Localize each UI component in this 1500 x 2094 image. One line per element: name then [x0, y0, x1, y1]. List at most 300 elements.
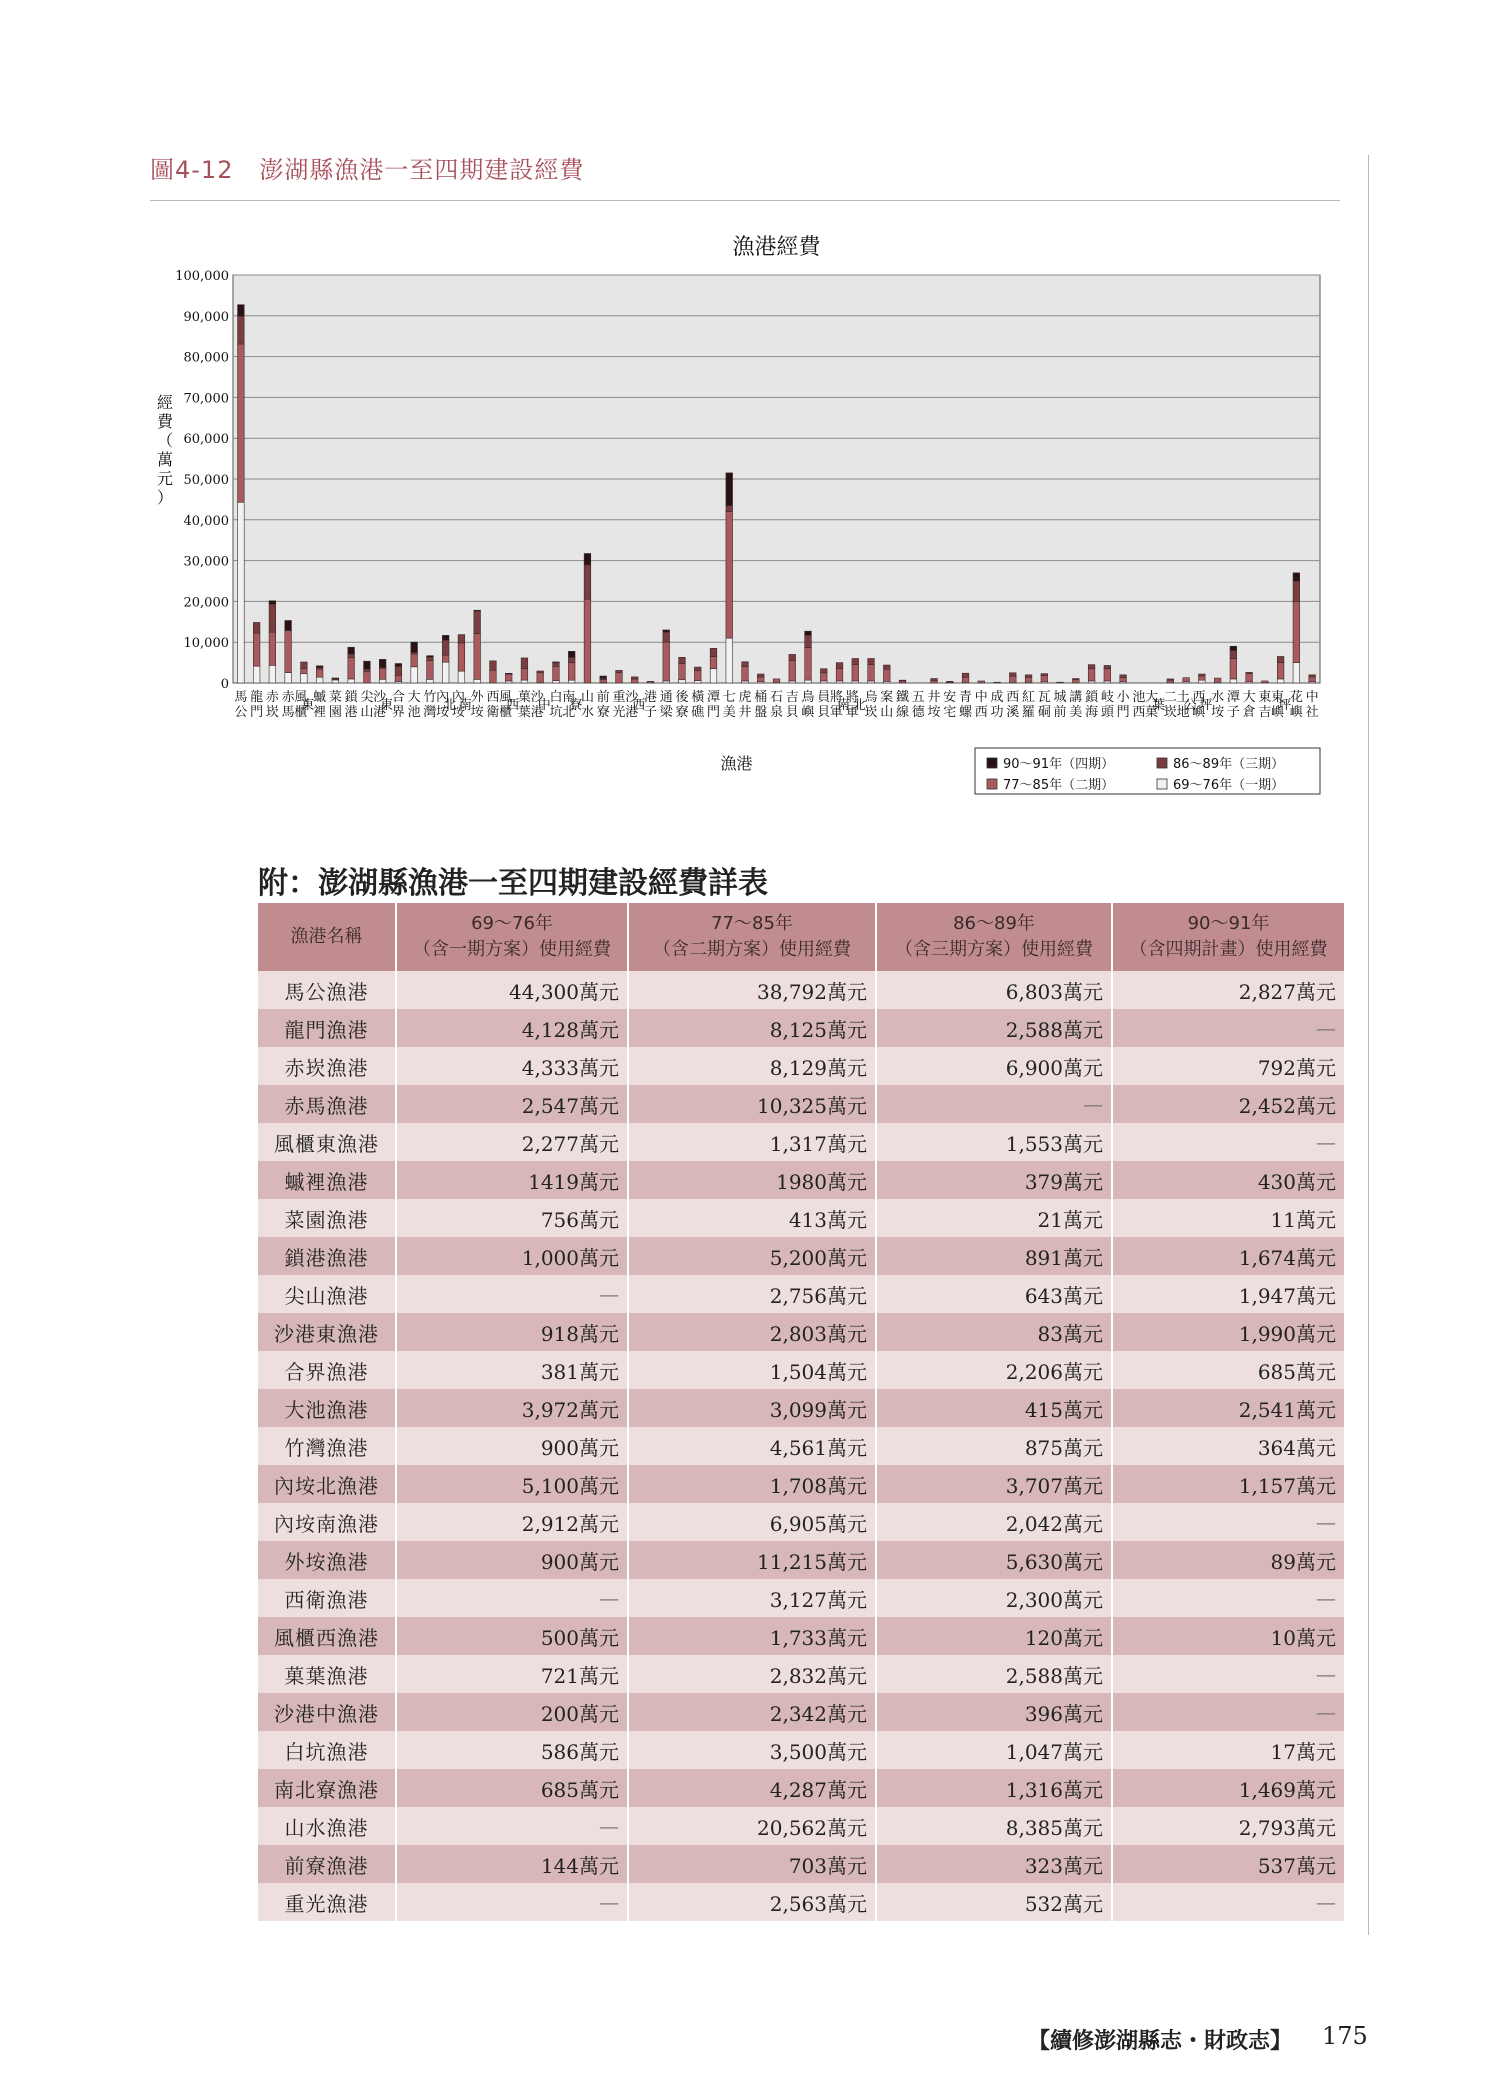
bar-segment-phase2: [899, 681, 906, 683]
port-name-cell: 西衛漁港: [258, 1579, 396, 1617]
bar-segment-phase2: [1167, 680, 1174, 682]
funding-cell: —: [396, 1807, 628, 1845]
table-title: 附：澎湖縣漁港一至四期建設經費詳表: [258, 866, 768, 901]
figure-title: [150, 150, 584, 185]
bar-segment-phase1: [1293, 663, 1300, 683]
funding-cell: —: [1112, 1579, 1344, 1617]
table-row: [258, 1845, 1344, 1883]
funding-cell: 900萬元: [396, 1541, 628, 1579]
bar-segment-phase3: [364, 669, 371, 672]
funding-cell: 1,000萬元: [396, 1237, 628, 1275]
x-tick-label: 鳥嶼: [801, 690, 815, 720]
port-name-cell: 風櫃東漁港: [258, 1123, 396, 1161]
bar-segment-phase4: [1293, 573, 1300, 581]
bar-segment-phase2: [584, 599, 591, 683]
bar-segment-phase2: [836, 669, 843, 681]
bar-segment-phase2: [710, 656, 717, 668]
bar-segment-phase2: [726, 512, 733, 638]
funding-cell: 2,793萬元: [1112, 1807, 1344, 1845]
bar-segment-phase4: [364, 661, 371, 669]
bar-segment-phase2: [301, 668, 308, 673]
legend-swatch: [987, 758, 997, 768]
x-tick-label: 後寮: [675, 690, 689, 720]
bar-segment-phase1: [820, 681, 827, 683]
y-tick-label: 70,000: [183, 391, 229, 407]
bar-segment-phase3: [442, 640, 449, 655]
bar-segment-phase2: [820, 673, 827, 681]
table-body: [258, 971, 1344, 1921]
funding-cell: 500萬元: [396, 1617, 628, 1655]
funding-cell: 21萬元: [876, 1199, 1112, 1237]
figure-label: 圖4-12: [150, 156, 234, 184]
x-tick-label: 山水: [580, 690, 594, 720]
funding-cell: 1,733萬元: [628, 1617, 876, 1655]
x-tick-label: 菓葉: [517, 690, 531, 720]
x-tick-label: 橫礁: [691, 690, 705, 720]
bar-segment-phase2: [1262, 681, 1269, 683]
funding-cell: —: [1112, 1655, 1344, 1693]
x-tick-label: 瓦硐: [1037, 690, 1051, 720]
table-row: [258, 1503, 1344, 1541]
bar-segment-phase3: [395, 666, 402, 675]
table-row: [258, 1161, 1344, 1199]
x-tick-label: 南北寮: [562, 690, 583, 720]
bar-segment-phase2: [1277, 663, 1284, 679]
bar-segment-phase2: [364, 672, 371, 683]
x-tick-label: 安宅: [943, 690, 957, 720]
funding-cell: 532萬元: [876, 1883, 1112, 1921]
port-name-cell: 白坑漁港: [258, 1731, 396, 1769]
port-name-cell: 沙港中漁港: [258, 1693, 396, 1731]
table-row: [258, 1085, 1344, 1123]
x-tick-label: 小門: [1116, 690, 1130, 720]
bar-segment-phase1: [568, 680, 575, 683]
funding-cell: 5,100萬元: [396, 1465, 628, 1503]
table-row: [258, 1541, 1344, 1579]
bar-segment-phase3: [1199, 674, 1206, 676]
bar-segment-phase4: [474, 610, 481, 611]
table-row: [258, 1693, 1344, 1731]
bar-segment-phase1: [411, 667, 418, 683]
y-tick-label: 50,000: [183, 473, 229, 488]
bar-segment-phase3: [1230, 650, 1237, 658]
x-tick-label: 赤馬: [281, 690, 295, 720]
funding-cell: 120萬元: [876, 1617, 1112, 1655]
bar-segment-phase1: [1199, 680, 1206, 683]
x-tick-label: 竹灣: [423, 690, 437, 720]
bar-segment-phase3: [789, 654, 796, 660]
bar-segment-phase4: [505, 673, 512, 674]
x-tick-label: 鐵線: [896, 690, 910, 720]
bar-segment-phase3: [1025, 675, 1032, 677]
bar-segment-phase3: [1277, 656, 1284, 662]
legend-swatch: [1157, 779, 1167, 789]
funding-cell: 586萬元: [396, 1731, 628, 1769]
bar-segment-phase2: [442, 655, 449, 662]
table-row: [258, 1351, 1344, 1389]
x-tick-label: 風櫃西: [499, 690, 520, 720]
x-tick-label: 青螺: [959, 690, 973, 720]
x-tick-label: 井垵: [927, 690, 941, 720]
bar-segment-phase2: [883, 669, 890, 681]
header-line: 69～76年: [471, 913, 553, 934]
bar-segment-phase3: [490, 661, 497, 670]
funding-detail-table: [258, 903, 1344, 1921]
bar-segment-phase4: [395, 664, 402, 667]
funding-cell: 1,047萬元: [876, 1731, 1112, 1769]
funding-cell: 11萬元: [1112, 1199, 1344, 1237]
funding-cell: 17萬元: [1112, 1731, 1344, 1769]
port-name-cell: 前寮漁港: [258, 1845, 396, 1883]
bar-segment-phase3: [427, 657, 434, 661]
x-tick-label: 西嶼坪: [1192, 690, 1213, 720]
bar-segment-phase1: [836, 681, 843, 683]
bar-segment-phase3: [269, 604, 276, 632]
header-subline: （含二期方案）使用經費: [653, 939, 851, 960]
x-tick-label: 菜園: [328, 690, 342, 720]
funding-cell: 2,042萬元: [876, 1503, 1112, 1541]
port-name-cell: 鎖港漁港: [258, 1237, 396, 1275]
funding-cell: 643萬元: [876, 1275, 1112, 1313]
bar-segment-phase2: [694, 670, 701, 680]
legend-swatch: [1157, 758, 1167, 768]
bar-segment-phase4: [332, 678, 339, 679]
table-row: [258, 1389, 1344, 1427]
funding-cell: 2,588萬元: [876, 1655, 1112, 1693]
bar-segment-phase4: [316, 666, 323, 668]
bar-segment-phase2: [474, 634, 481, 680]
x-tick-label: 大倉: [1242, 690, 1256, 720]
bar-segment-phase2: [679, 663, 686, 679]
bar-segment-phase2: [994, 682, 1001, 683]
bar-segment-phase1: [710, 669, 717, 683]
bar-segment-phase1: [742, 681, 749, 683]
bar-segment-phase3: [631, 677, 638, 679]
bar-segment-phase2: [1088, 669, 1095, 681]
funding-cell: 2,277萬元: [396, 1123, 628, 1161]
x-tick-label: 七美: [722, 690, 736, 720]
bar-segment-phase4: [269, 601, 276, 604]
x-tick-label: 大池: [407, 690, 421, 720]
port-name-cell: 內垵北漁港: [258, 1465, 396, 1503]
bar-segment-phase4: [1230, 646, 1237, 650]
bar-segment-phase3: [836, 663, 843, 669]
x-tick-label: 重光: [612, 690, 626, 720]
bar-segment-phase3: [348, 654, 355, 658]
bar-segment-phase1: [505, 681, 512, 683]
bar-segment-phase2: [521, 669, 528, 681]
bar-segment-phase3: [521, 658, 528, 669]
bar-segment-phase1: [427, 679, 434, 683]
funding-cell: 200萬元: [396, 1693, 628, 1731]
bar-segment-phase3: [852, 659, 859, 665]
bar-segment-phase2: [805, 648, 812, 681]
x-tick-label: 桶盤: [754, 690, 768, 720]
x-tick-label: 花嶼: [1289, 690, 1303, 720]
bar-segment-phase2: [1120, 678, 1127, 682]
x-tick-label: 白坑: [549, 690, 563, 720]
x-axis-label: 漁港: [720, 754, 753, 773]
bar-segment-phase1: [694, 681, 701, 683]
bar-segment-phase4: [348, 647, 355, 654]
table-row: [258, 1275, 1344, 1313]
table-row: [258, 971, 1344, 1009]
x-tick-label: 案山: [880, 690, 894, 720]
funding-cell: 900萬元: [396, 1427, 628, 1465]
bar-segment-phase2: [238, 344, 245, 502]
bar-segment-phase3: [663, 632, 670, 642]
funding-cell: 5,630萬元: [876, 1541, 1112, 1579]
bar-segment-phase2: [490, 670, 497, 683]
port-name-cell: 赤馬漁港: [258, 1085, 396, 1123]
x-tick-label: 東吉: [1258, 690, 1272, 720]
bar-segment-phase4: [238, 305, 245, 317]
funding-cell: 396萬元: [876, 1693, 1112, 1731]
bar-segment-phase2: [1230, 659, 1237, 679]
bar-segment-phase2: [553, 666, 560, 680]
bar-segment-phase1: [726, 638, 733, 683]
port-name-cell: 外垵漁港: [258, 1541, 396, 1579]
funding-cell: 415萬元: [876, 1389, 1112, 1427]
funding-cell: 2,452萬元: [1112, 1085, 1344, 1123]
bar-segment-phase1: [285, 673, 292, 683]
bar-segment-phase4: [805, 631, 812, 635]
port-name-cell: 菓葉漁港: [258, 1655, 396, 1693]
funding-cell: 891萬元: [876, 1237, 1112, 1275]
bar-segment-phase1: [663, 681, 670, 683]
funding-cell: 144萬元: [396, 1845, 628, 1883]
legend-label: 86～89年（三期）: [1173, 757, 1285, 772]
table-row: [258, 1123, 1344, 1161]
funding-cell: 1,157萬元: [1112, 1465, 1344, 1503]
x-tick-label: 二崁: [1163, 690, 1177, 720]
bar-segment-phase1: [1277, 679, 1284, 683]
header-subline: （含一期方案）使用經費: [413, 939, 611, 960]
bar-segment-phase2: [789, 661, 796, 681]
port-name-cell: 南北寮漁港: [258, 1769, 396, 1807]
x-tick-label: 前寮: [596, 690, 610, 720]
bar-segment-phase4: [411, 642, 418, 652]
funding-cell: 3,099萬元: [628, 1389, 876, 1427]
port-name-cell: 風櫃西漁港: [258, 1617, 396, 1655]
x-tick-label: 烏崁: [864, 690, 878, 720]
x-tick-label: 西衛: [486, 690, 500, 720]
x-tick-label: 石泉: [769, 690, 784, 720]
bar-segment-phase3: [757, 674, 764, 677]
funding-cell: 2,541萬元: [1112, 1389, 1344, 1427]
bar-segment-phase2: [852, 665, 859, 681]
bar-segment-phase1: [301, 674, 308, 683]
funding-cell: 2,563萬元: [628, 1883, 876, 1921]
funding-cell: 89萬元: [1112, 1541, 1344, 1579]
x-tick-label: 吉貝: [785, 690, 799, 720]
bar-segment-phase1: [679, 680, 686, 683]
table-row: [258, 1883, 1344, 1921]
header-line: 90～91年: [1187, 913, 1270, 934]
header-line: 86～89年: [953, 913, 1035, 934]
book-title-footer: 【續修澎湖縣志・財政志】: [1028, 2028, 1293, 2054]
bar-segment-phase3: [584, 565, 591, 599]
y-tick-label: 100,000: [175, 269, 229, 284]
funding-cell: —: [876, 1085, 1112, 1123]
port-name-cell: 竹灣漁港: [258, 1427, 396, 1465]
bar-segment-phase4: [442, 635, 449, 640]
chart-title: 漁港經費: [732, 235, 821, 260]
y-tick-label: 0: [220, 677, 229, 692]
funding-cell: 11,215萬元: [628, 1541, 876, 1579]
x-tick-label: 西溪: [1006, 690, 1020, 720]
table-row: [258, 1579, 1344, 1617]
bar-segment-phase2: [411, 654, 418, 667]
bar-segment-phase2: [757, 677, 764, 682]
x-tick-label: 風櫃東: [294, 690, 315, 720]
funding-cell: 1,947萬元: [1112, 1275, 1344, 1313]
x-tick-label: 沙港中: [530, 690, 551, 720]
table-row: [258, 1427, 1344, 1465]
bar-segment-phase1: [805, 680, 812, 683]
table-row: [258, 1009, 1344, 1047]
bar-segment-phase2: [269, 632, 276, 665]
bar-segment-phase4: [726, 473, 733, 506]
x-tick-label: 虎井: [738, 690, 752, 720]
funding-cell: 6,900萬元: [876, 1047, 1112, 1085]
x-tick-label: 外垵: [470, 690, 484, 720]
funding-cell: 4,128萬元: [396, 1009, 628, 1047]
bar-segment-phase2: [931, 681, 938, 683]
x-tick-label: 尖山: [360, 690, 374, 720]
bar-segment-phase3: [458, 635, 465, 643]
bar-segment-phase3: [1293, 581, 1300, 601]
port-name-cell: 山水漁港: [258, 1807, 396, 1845]
bar-segment-phase3: [883, 665, 890, 669]
funding-cell: 2,756萬元: [628, 1275, 876, 1313]
x-tick-label: 員貝: [817, 690, 831, 720]
x-tick-label: 潭門: [706, 690, 720, 720]
port-name-cell: 沙港東漁港: [258, 1313, 396, 1351]
funding-cell: 83萬元: [876, 1313, 1112, 1351]
funding-cell: 537萬元: [1112, 1845, 1344, 1883]
funding-cell: 2,803萬元: [628, 1313, 876, 1351]
bar-segment-phase3: [537, 671, 544, 673]
funding-cell: 1,553萬元: [876, 1123, 1112, 1161]
funding-cell: 2,832萬元: [628, 1655, 876, 1693]
x-tick-label: 鎖港: [344, 690, 358, 720]
bar-segment-phase2: [1199, 676, 1206, 680]
funding-cell: —: [1112, 1503, 1344, 1541]
table-row: [258, 1807, 1344, 1845]
table-header-cell: [628, 903, 876, 971]
bar-segment-phase3: [1104, 665, 1111, 668]
bar-segment-phase3: [253, 622, 260, 633]
funding-cell: 1,990萬元: [1112, 1313, 1344, 1351]
bar-segment-phase1: [253, 666, 260, 683]
funding-cell: 4,561萬元: [628, 1427, 876, 1465]
bar-segment-phase3: [238, 316, 245, 344]
bar-segment-phase3: [301, 662, 308, 668]
bar-segment-phase3: [931, 679, 938, 681]
x-tick-label: 鎖海: [1085, 690, 1099, 720]
bar-segment-phase2: [1183, 678, 1190, 682]
port-name-cell: 䗩裡漁港: [258, 1161, 396, 1199]
bar-segment-phase2: [742, 667, 749, 681]
y-axis-label: 經費（萬元）: [156, 393, 174, 507]
bar-segment-phase3: [820, 669, 827, 673]
funding-cell: 1,674萬元: [1112, 1237, 1344, 1275]
port-name-cell: 龍門漁港: [258, 1009, 396, 1047]
y-tick-label: 20,000: [183, 595, 229, 611]
x-tick-label: 土地公: [1176, 690, 1197, 720]
bar-segment-phase1: [442, 662, 449, 683]
margin-rule: [1368, 155, 1369, 1935]
bar-segment-phase3: [1120, 675, 1127, 678]
funding-cell: 2,827萬元: [1112, 971, 1344, 1009]
legend-label: 77～85年（二期）: [1003, 778, 1115, 793]
funding-cell: 20,562萬元: [628, 1807, 876, 1845]
bar-segment-phase2: [978, 681, 985, 683]
bar-segment-phase2: [285, 630, 292, 672]
bar-segment-phase3: [946, 681, 953, 682]
bar-segment-phase2: [663, 642, 670, 681]
bar-segment-phase2: [647, 681, 654, 682]
bar-segment-phase4: [568, 651, 575, 657]
bar-segment-phase2: [316, 669, 323, 677]
table-row: [258, 1617, 1344, 1655]
legend-label: 90～91年（四期）: [1003, 757, 1115, 772]
bar-segment-phase1: [553, 681, 560, 683]
header-line: 77～85年: [711, 913, 793, 934]
funding-cell: 2,912萬元: [396, 1503, 628, 1541]
bar-segment-phase2: [1025, 677, 1032, 682]
x-tick-label: 大菓葉: [1145, 690, 1166, 720]
y-tick-label: 80,000: [183, 350, 229, 366]
funding-cell: —: [396, 1275, 628, 1313]
bar-segment-phase3: [474, 611, 481, 634]
funding-cell: 3,500萬元: [628, 1731, 876, 1769]
table-row: [258, 1047, 1344, 1085]
bar-segment-phase3: [805, 635, 812, 647]
x-tick-label: 沙港東: [373, 690, 394, 720]
bar-segment-phase3: [1088, 665, 1095, 669]
bar-segment-phase4: [663, 630, 670, 632]
funding-cell: 6,803萬元: [876, 971, 1112, 1009]
funding-cell: 4,333萬元: [396, 1047, 628, 1085]
bar-segment-phase3: [616, 670, 623, 672]
x-tick-label: 內垵北: [436, 690, 457, 720]
x-tick-label: 成功: [990, 690, 1004, 720]
funding-cell: 756萬元: [396, 1199, 628, 1237]
funding-cell: 721萬元: [396, 1655, 628, 1693]
x-tick-label: 中社: [1305, 690, 1319, 720]
bar-segment-phase2: [773, 679, 780, 682]
page-number: 175: [1322, 2022, 1368, 2050]
funding-cell: 3,972萬元: [396, 1389, 628, 1427]
bar-segment-phase2: [1309, 677, 1316, 682]
funding-cell: 364萬元: [1112, 1427, 1344, 1465]
funding-cell: 10萬元: [1112, 1617, 1344, 1655]
table-row: [258, 1731, 1344, 1769]
funding-cell: 792萬元: [1112, 1047, 1344, 1085]
table-row: [258, 1769, 1344, 1807]
bar-segment-phase2: [616, 673, 623, 683]
bar-segment-phase3: [710, 648, 717, 656]
bar-segment-phase2: [1246, 674, 1253, 682]
bar-segment-phase2: [1057, 682, 1064, 683]
funding-cell: 685萬元: [396, 1769, 628, 1807]
x-tick-label: 將軍南: [830, 690, 851, 720]
bar-segment-phase1: [521, 680, 528, 683]
bar-segment-phase2: [568, 663, 575, 680]
bar-segment-phase3: [1041, 674, 1048, 676]
